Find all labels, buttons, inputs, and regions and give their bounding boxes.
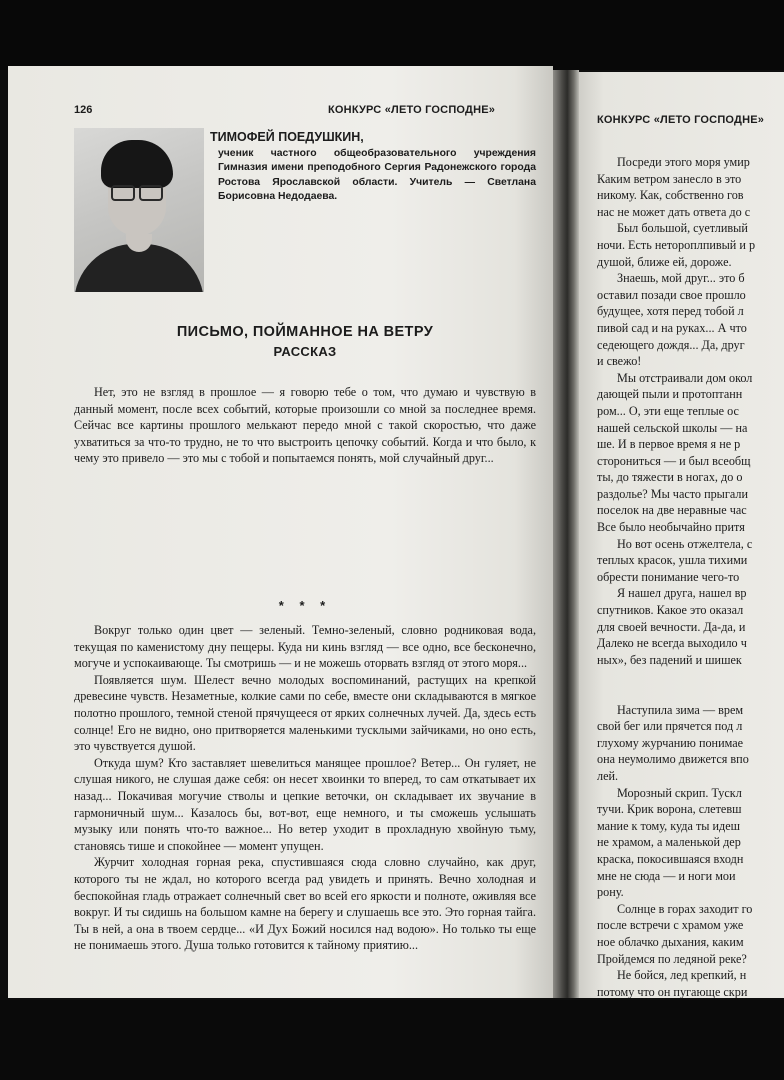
right-page-line: Мы отстраивали дом окол: [617, 370, 753, 385]
page-number: 126: [74, 104, 93, 116]
paragraph: Появляется шум. Шелест вечно молодых воспоминаний, растущих на крепкой древесине чувств. Незаметные, колкие сами по себе, вместе они складываются в мягкое полотно прошлого, темной стеной прячущееся от ярких солнечных лучей. Да, здесь есть солнце! Его не видно, оно притворяется маленькими тусклыми зайчиками, но оно есть, это чувствуется душой.: [74, 672, 536, 754]
book-gutter: [553, 70, 579, 998]
right-page-line: глухому журчанию понимае: [597, 735, 744, 750]
right-page-line: Далеко не всегда выходило ч: [597, 636, 747, 651]
right-page-line: Был большой, суетливый: [617, 221, 748, 236]
right-page-line: Каким ветром занесло в это: [597, 171, 742, 186]
right-page-line: краска, покосившаяся входн: [597, 851, 744, 866]
right-page-line: нашей сельской школы — на: [597, 420, 748, 435]
author-photo: [74, 128, 204, 292]
right-page-line: рону.: [597, 885, 624, 900]
right-page-line: не храмом, а маленькой дер: [597, 835, 741, 850]
story-body: [74, 622, 536, 954]
right-page-line: ше. И в первое время я не р: [597, 437, 741, 452]
paragraph: Откуда шум? Кто заставляет шевелиться манящее прошлое? Ветер... Он гуляет, не слушая никого, не слушая даже себя: он несет хвоинки то вперед, то сам откатывает их назад... Покачивая могучие стволы и цепкие веточки, он складывает их звучание в гармоничный шум... Казалось бы, вот-вот, еще немного, и ты сможешь услышать музыку или понять что-то важное... Но ветер уходит в прохладную хвойную тьму, становясь тише и спокойнее — момент упущен.: [74, 755, 536, 853]
right-page-line: пивой сад и на руках... А что: [597, 320, 747, 335]
scanner-shadow-bottom: [0, 1000, 784, 1080]
right-page-line: и свежо!: [597, 354, 642, 369]
right-page-line: ное облачко дыхания, каким: [597, 934, 744, 949]
author-description: ученик частного общеобразовательного учреждения Гимназия имени преподобного Сергия Радонежского города Ростова Ярославской области. Учитель — Светлана Борисовна Недодаева.: [218, 147, 536, 203]
right-page-line: теплых красок, ушла тихими: [597, 553, 748, 568]
right-page-line: Посреди этого моря умир: [617, 155, 750, 169]
right-page-line: ты, до тяжести в ногах, до о: [597, 470, 743, 485]
right-page-line: никому. Как, собственно гов: [597, 188, 744, 203]
right-page-line: Знаешь, мой друг... это б: [617, 271, 745, 286]
right-page-line: будущее, хотя перед тобой л: [597, 304, 744, 319]
author-name: ТИМОФЕЙ ПОЕДУШКИН,: [210, 130, 364, 144]
right-page-line: [597, 668, 784, 685]
right-page-line: нас не может дать ответа до с: [597, 204, 751, 219]
running-head-left: КОНКУРС «ЛЕТО ГОСПОДНЕ»: [328, 104, 496, 116]
running-head-right: КОНКУРС «ЛЕТО ГОСПОДНЕ»: [597, 114, 765, 126]
right-page-line: Наступила зима — врем: [617, 702, 744, 717]
right-page-line: потому что он пугающе скри: [597, 984, 748, 998]
right-page-line: после встречи с храмом уже: [597, 918, 744, 933]
right-page-line: тучи. Крик ворона, слетевш: [597, 802, 742, 817]
right-page-line: Не бойся, лед крепкий, н: [617, 968, 747, 983]
right-page-line: раздолье? Мы часто прыгали: [597, 486, 748, 501]
section-separator: * * *: [278, 598, 332, 613]
right-page-line: спутников. Какое это оказал: [597, 603, 744, 618]
right-page-line: мне не сюда — и ноги мои: [597, 868, 736, 883]
right-page-line: седеющего дождя... Да, друг: [597, 337, 745, 352]
photo-glasses: [111, 185, 163, 199]
paragraph: Журчит холодная горная река, спустившаяся сюда словно случайно, как друг, которого ты не ждал, но которого всегда рад увидеть и принять. Вечно холодная и беспокойная гладь отражает солнечный свет во всей его яркости и полноте, оживляя все вокруг. И ты сидишь на большом камне на берегу и слушаешь все это. Это горная тайга. Ты в ней, а она в твоем сердце... «И Дух Божий носился над водою». Но только ты еще не понимаешь этого. Душа только готовится к тайному приятию...: [74, 855, 536, 953]
right-page-line: сторониться — и был всеобщ: [597, 453, 751, 468]
right-page-line: лей.: [597, 768, 619, 783]
scanner-shadow-top: [0, 0, 784, 70]
right-page-text: [597, 154, 784, 998]
left-page: [8, 66, 553, 998]
right-page-line: [597, 685, 784, 702]
right-page-line: ных», без падений и шишек: [597, 652, 742, 667]
story-genre: РАССКАЗ: [273, 344, 337, 359]
right-page-line: душой, ближе ей, дороже.: [597, 254, 732, 269]
right-page-line: обрести понимание чего-то: [597, 569, 740, 584]
photo-hair: [101, 140, 173, 188]
right-page-line: для своей вечности. Да-да, и: [597, 619, 746, 634]
right-page-line: мание к тому, куда ты идеш: [597, 818, 741, 833]
right-page-line: оставил позади свое прошло: [597, 287, 746, 302]
right-page-line: Все было необычайно притя: [597, 520, 745, 535]
right-page-line: она неумолимо движется впо: [597, 752, 749, 767]
right-page-line: Я нашел друга, нашел вр: [617, 586, 747, 601]
intro-text: [74, 384, 536, 467]
right-page-line: Морозный скрип. Тускл: [617, 785, 742, 800]
paragraph: Вокруг только один цвет — зеленый. Темно-зеленый, словно родниковая вода, текущая по каменистому дну пещеры. Куда ни кинь взгляд — все одно, все бесконечно, могуче и успокаивающе. Ты смотришь — и не можешь оторвать взгляд от этого моря...: [74, 623, 536, 671]
right-page-line: ром... О, эти еще теплые ос: [597, 403, 739, 418]
right-page-line: Пройдемся по ледяной реке?: [597, 951, 747, 966]
right-page-line: Солнце в горах заходит го: [617, 901, 753, 916]
right-page: [579, 72, 784, 998]
right-page-line: дающей пыли и протоптанн: [597, 387, 743, 402]
author-block: [210, 130, 536, 205]
right-page-line: свой бег или прячется под л: [597, 719, 743, 734]
right-page-line: поселок на две неравные час: [597, 503, 747, 518]
intro-paragraph: Нет, это не взгляд в прошлое — я говорю тебе о том, что думаю и чувствую в данный момент, после всех событий, которые произошли со мной за последнее время. Сейчас все картины прошлого мелькают передо мной с такой скоростью, что даже ухватиться за что-то трудно, не то что выстроить цепочку событий. Когда и что было, к чему это привело — это мы с тобой и попытаемся понять, мой случайный друг...: [74, 385, 536, 466]
right-page-line: Но вот осень отжелтела, с: [617, 536, 753, 551]
right-page-line: ночи. Есть нетороплпивый и р: [597, 237, 756, 252]
story-title: ПИСЬМО, ПОЙМАННОЕ НА ВЕТРУ: [176, 324, 434, 340]
